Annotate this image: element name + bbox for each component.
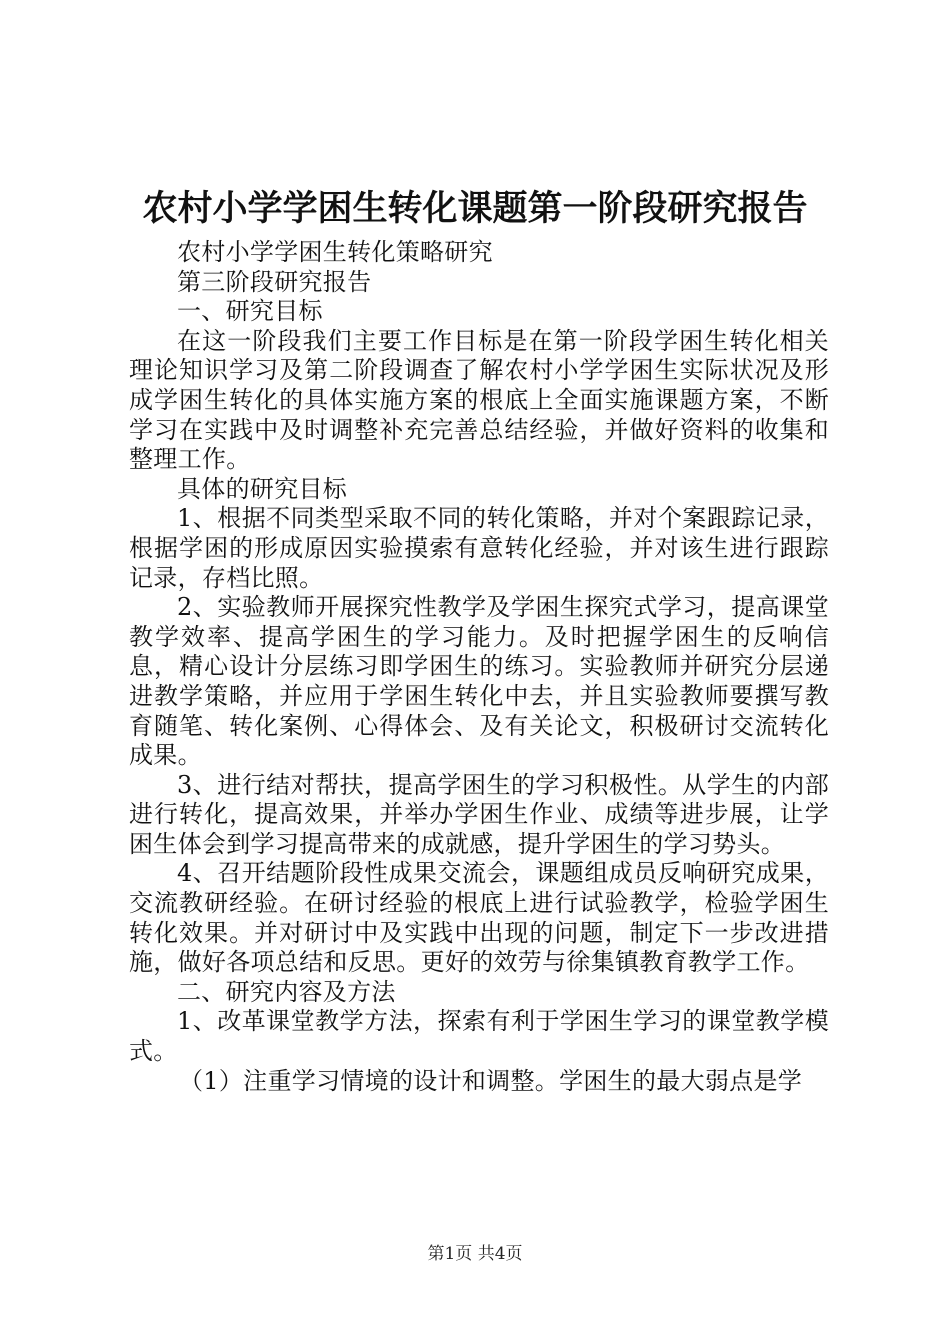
paragraph-goals-intro: 在这一阶段我们主要工作目标是在第一阶段学困生转化相关理论知识学习及第二阶段调查了解农村小学学困生实际状况及形成学困生转化的具体实施方案的根底上全面实施课题方案，不断学习在实践中及时调整补充完善总结经验，并做好资料的收集和整理工作。 [129,326,829,474]
subheading-specific-goals: 具体的研究目标 [177,474,348,503]
document-body [129,238,829,1096]
paragraph-method-1: 1、改革课堂教学方法，探索有利于学困生学习的课堂教学模式。 [129,1007,829,1066]
paragraph-subject: 农村小学学困生转化策略研究 [177,238,493,266]
paragraph-goal-4: 4、召开结题阶段性成果交流会，课题组成员反响研究成果，交流教研经验。在研讨经验的根底上进行试验教学，检验学困生转化效果。并对研讨中及实践中出现的问题，制定下一步改进措施，做好各项总结和反思。更好的效劳与徐集镇教育教学工作。 [129,859,829,977]
paragraph-goal-1: 1、根据不同类型采取不同的转化策略，并对个案跟踪记录，根据学困的形成原因实验摸索有意转化经验，并对该生进行跟踪记录，存档比照。 [129,504,829,592]
page-footer: 第1页 共4页 [427,1244,523,1264]
section-heading-goals: 一、研究目标 [177,297,323,326]
paragraph-goal-3: 3、进行结对帮扶，提高学困生的学习积极性。从学生的内部进行转化，提高效果，并举办学困生作业、成绩等进步展，让学困生体会到学习提高带来的成就感，提升学困生的学习势头。 [129,770,829,858]
paragraph-method-1-1: （1）注重学习情境的设计和调整。学困生的最大弱点是学 [179,1066,803,1095]
paragraph-goal-2: 2、实验教师开展探究性教学及学困生探究式学习，提高课堂教学效率、提高学困生的学习能力。及时把握学困生的反响信息，精心设计分层练习即学困生的练习。实验教师并研究分层递进教学策略，并应用于学困生转化中去，并且实验教师要撰写教育随笔、转化案例、心得体会、及有关论文，积极研讨交流转化成果。 [129,593,829,770]
document-title: 农村小学学困生转化课题第一阶段研究报告 [142,188,808,229]
section-heading-content-methods: 二、研究内容及方法 [177,977,396,1006]
paragraph-report-stage: 第三阶段研究报告 [177,267,372,296]
